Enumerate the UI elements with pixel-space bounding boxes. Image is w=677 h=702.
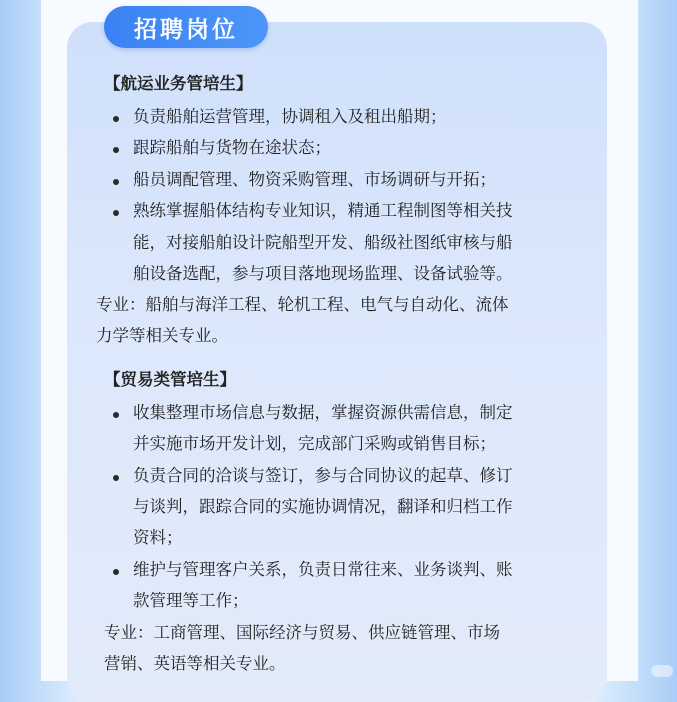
section1-bullet4-line1: 熟练掌握船体结构专业知识，精通工程制图等相关技 (133, 201, 513, 220)
section2-bullet2-line2: 与谈判，跟踪合同的实施协调情况，翻译和归档工作 (133, 497, 513, 516)
section1-bullet3-line1: 船员调配管理、物资采购管理、市场调研与开拓； (133, 170, 496, 189)
section-title-badge (104, 6, 268, 48)
section2-bullet2-line3: 资料； (133, 528, 183, 547)
bullet-dot (113, 210, 119, 216)
section1-bullet4-line2: 能，对接船舶设计院船型开发、船级社图纸审核与船 (133, 233, 513, 252)
bullet-dot (113, 179, 119, 185)
section2-major-line2: 营销、英语等相关专业。 (104, 654, 286, 673)
section1-bullet2-line1: 跟踪船舶与货物在途状态； (133, 138, 331, 157)
section2-bullet1-line1: 收集整理市场信息与数据，掌握资源供需信息，制定 (133, 403, 513, 422)
bullet-dot (113, 147, 119, 153)
bullet-dot (113, 412, 119, 418)
bullet-dot (113, 116, 119, 122)
bullet-dot (113, 475, 119, 481)
section1-bullet4-line3: 舶设备选配，参与项目落地现场监理、设备试验等。 (133, 264, 513, 283)
section2-bullet3-line1: 维护与管理客户关系，负责日常往来、业务谈判、账 (133, 560, 513, 579)
bullet-dot (113, 569, 119, 575)
section1-bullet1-line1: 负责船舶运营管理，协调租入及租出船期； (133, 107, 447, 126)
section2-heading: 【贸易类管培生】 (104, 370, 236, 389)
section2-bullet1-line2: 并实施市场开发计划，完成部门采购或销售目标； (133, 434, 496, 453)
section2-major-line1: 专业：工商管理、国际经济与贸易、供应链管理、市场 (104, 623, 500, 642)
section1-major-line1: 专业：船舶与海洋工程、轮机工程、电气与自动化、流体 (96, 295, 509, 314)
section1-major-line2: 力学等相关专业。 (96, 326, 228, 345)
section2-bullet2-line1: 负责合同的洽谈与签订，参与合同协议的起草、修订 (133, 466, 513, 485)
section-title: 招聘岗位 (134, 16, 238, 43)
section2-bullet3-line2: 款管理等工作； (133, 591, 249, 610)
section1-heading: 【航运业务管培生】 (104, 74, 253, 93)
corner-watermark (651, 665, 673, 677)
